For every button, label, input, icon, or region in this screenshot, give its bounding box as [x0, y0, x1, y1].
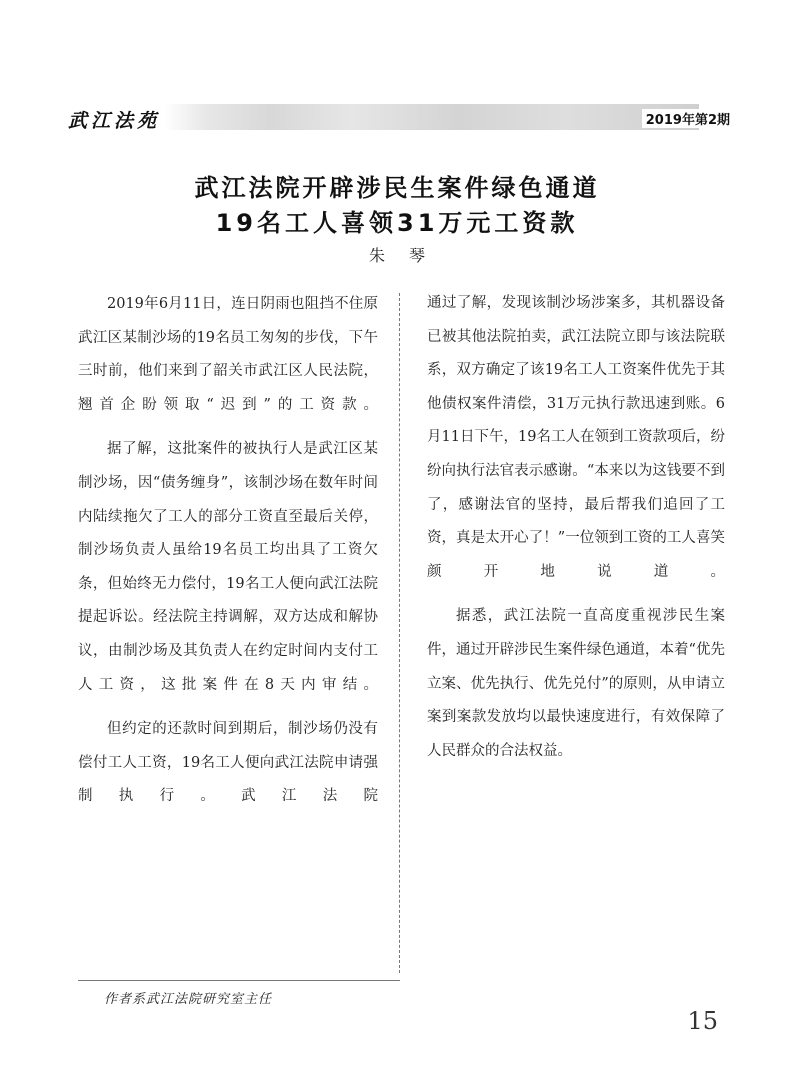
author-footnote: 作者系武江法院研究室主任 [104, 992, 273, 1007]
paragraph: 通过了解，发现该制沙场涉案多，其机器设备已被其他法院拍卖，武江法院立即与该法院联系，双方确定了该19名工人工资案件优先于其他债权案件清偿，31万元执行款迅速到账。6月11日下午，19名工人在领到工资款项后，纷纷向执行法官表示感谢。“本来以为这钱要不到了，感谢法官的坚持，最后帮我们追回了工资，真是太开心了！”一位领到工资的工人喜笑颜开地说道。 [427, 295, 725, 580]
journal-name: 武江法苑 [68, 110, 161, 132]
left-column [78, 288, 378, 814]
running-header [64, 104, 730, 130]
paragraph: 但约定的还款时间到期后，制沙场仍没有偿付工人工资，19名工人便向武江法院申请强制执行。武江法院 [78, 721, 378, 805]
column-divider [399, 293, 400, 973]
header-decorative-band [164, 104, 699, 130]
paragraph: 据了解，这批案件的被执行人是武江区某制沙场，因“债务缠身”，该制沙场在数年时间内陆续拖欠了工人的部分工资直至最后关停，制沙场负责人虽给19名员工均出具了工资欠条，但始终无力偿付，19名工人便向武江法院提起诉讼。经法院主持调解，双方达成和解协议，由制沙场及其负责人在约定时间内支付工人工资，这批案件在8天内审结。 [78, 441, 378, 693]
page-number: 15 [687, 1007, 718, 1035]
article-title-line-2: 19名工人喜领31万元工资款 [215, 209, 579, 237]
article-title-line-1: 武江法院开辟涉民生案件绿色通道 [194, 174, 600, 202]
paragraph: 2019年6月11日，连日阴雨也阻挡不住原武江区某制沙场的19名员工匆匆的步伐，下午三时前，他们来到了韶关市武江区人民法院，翘首企盼领取“迟到”的工资款。 [78, 296, 378, 413]
footnote-rule [78, 980, 400, 981]
paragraph: 据悉，武江法院一直高度重视涉民生案件，通过开辟涉民生案件绿色通道，本着“优先立案、优先执行、优先兑付”的原则，从申请立案到案款发放均以最快速度进行，有效保障了人民群众的合法权益。 [427, 608, 725, 759]
article-author: 朱琴 [368, 246, 449, 265]
right-column [427, 287, 725, 768]
issue-label: 2019年第2期 [642, 109, 730, 128]
